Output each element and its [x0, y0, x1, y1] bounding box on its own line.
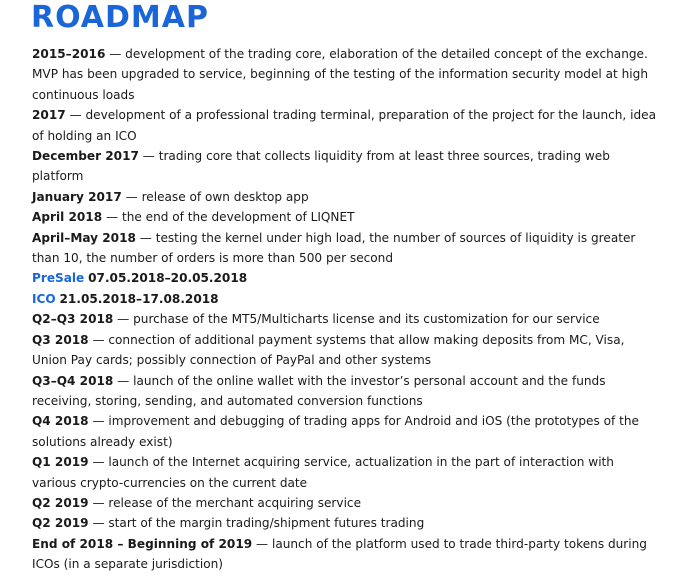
entry-date: 21.05.2018–17.08.2018: [59, 291, 219, 306]
roadmap-entry: [32, 228, 657, 269]
entry-date: Q3–Q4 2018: [32, 373, 114, 388]
roadmap-entry-presale: [32, 268, 657, 288]
entry-description: — trading core that collects liquidity from at least three sources, trading web platform: [32, 149, 610, 184]
roadmap-entry: [32, 330, 657, 371]
roadmap-entry: [32, 411, 657, 452]
entry-description: — release of own desktop app: [125, 189, 309, 204]
roadmap-entry: [32, 493, 657, 513]
entry-description: — development of the trading core, elaboration of the detailed concept of the exchange. MVP has been upgraded to service, beginning of the testing of the information security model at high continuous loads: [32, 47, 648, 102]
roadmap-entry: [32, 105, 657, 146]
entry-description: — connection of additional payment systems that allow making deposits from MC, Visa, Union Pay cards; possibly connection of PayPal and other systems: [32, 332, 625, 368]
roadmap-entry-ico: [32, 289, 657, 309]
entry-description: — improvement and debugging of trading apps for Android and iOS (the prototypes of the solutions already exist): [32, 414, 639, 449]
roadmap-entry: [32, 371, 657, 412]
roadmap-entry: [32, 44, 657, 105]
roadmap-list: [32, 44, 657, 575]
ico-label: ICO: [32, 291, 56, 306]
page-title: ROADMAP: [31, 0, 209, 35]
roadmap-entry: [32, 187, 657, 207]
roadmap-entry: [32, 452, 657, 493]
roadmap-entry: [32, 207, 657, 227]
entry-date: End of 2018 – Beginning of 2019: [32, 536, 253, 551]
entry-description: — release of the merchant acquiring service: [92, 495, 362, 510]
entry-description: — testing the kernel under high load, the number of sources of liquidity is greater than 10, the number of orders is more than 500 per second: [32, 230, 636, 266]
entry-date: 07.05.2018–20.05.2018: [88, 271, 248, 286]
entry-description: — development of a professional trading terminal, preparation of the project for the launch, idea of holding an ICO: [32, 108, 656, 143]
entry-date: April–May 2018: [32, 230, 136, 245]
entry-date: 2017: [32, 108, 66, 123]
entry-description: — launch of the platform used to trade third-party tokens during ICOs (in a separate jurisdiction): [32, 536, 647, 572]
entry-date: Q4 2018: [32, 414, 89, 429]
presale-label: PreSale: [32, 271, 85, 286]
entry-description: — launch of the online wallet with the investor’s personal account and the funds receiving, storing, sending, and automated conversion functions: [32, 373, 606, 408]
roadmap-entry: [32, 513, 657, 533]
entry-description: — the end of the development of LIQNET: [106, 210, 355, 225]
entry-date: Q3 2018: [32, 332, 89, 347]
entry-description: — launch of the Internet acquiring service, actualization in the part of interaction with various crypto-currencies on the current date: [32, 455, 614, 490]
entry-date: April 2018: [32, 210, 103, 225]
entry-date: December 2017: [32, 149, 139, 164]
entry-date: Q2 2019: [32, 495, 89, 510]
entry-description: — start of the margin trading/shipment futures trading: [92, 516, 425, 531]
roadmap-entry: [32, 146, 657, 187]
entry-date: Q2–Q3 2018: [32, 312, 114, 327]
entry-date: Q1 2019: [32, 455, 89, 470]
entry-date: 2015–2016: [32, 47, 106, 61]
entry-date: Q2 2019: [32, 516, 89, 531]
entry-description: — purchase of the MT5/Multicharts license and its customization for our service: [117, 312, 600, 327]
roadmap-entry: [32, 309, 657, 329]
entry-date: January 2017: [32, 189, 122, 204]
